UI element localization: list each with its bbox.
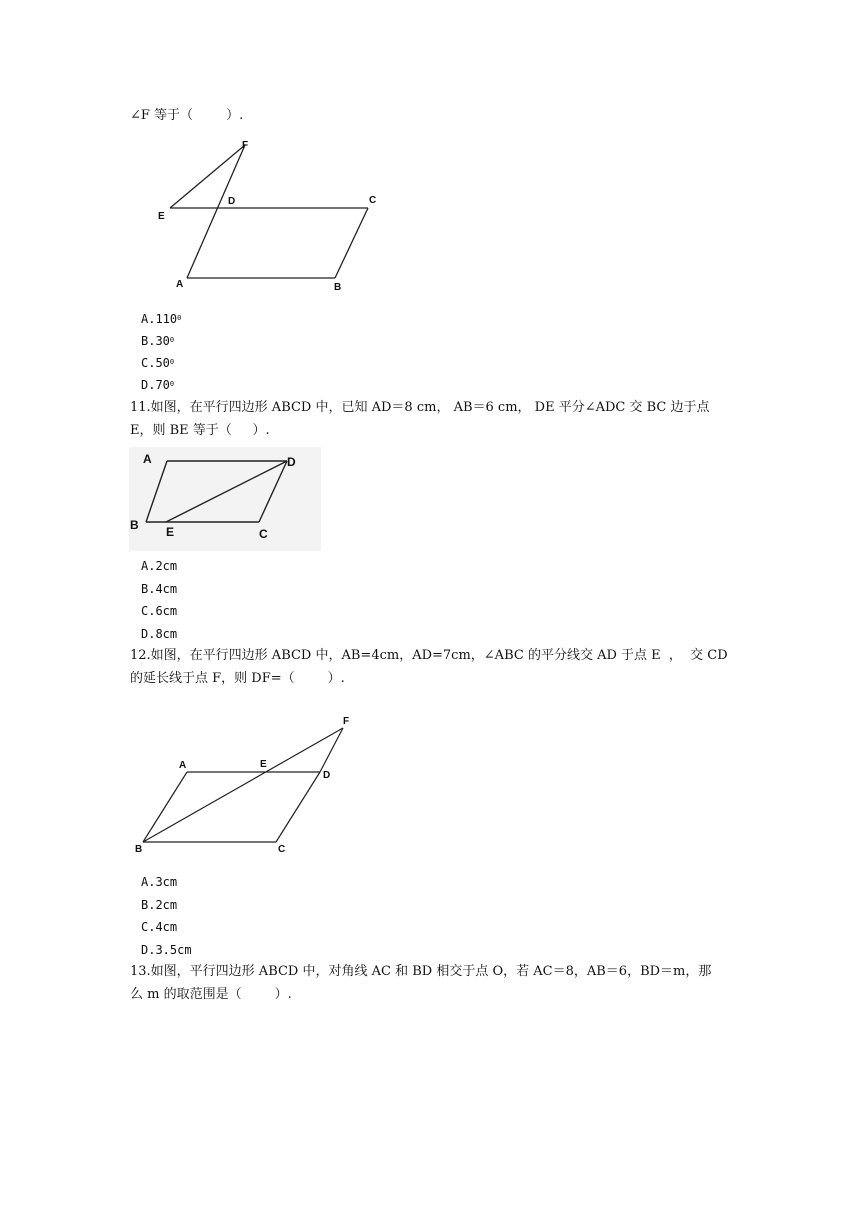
q11-option-d: D.8cm	[141, 627, 178, 641]
q12-stem-line1: 12.如图，在平行四边形 ABCD 中，AB=4cm，AD=7cm，∠ABC 的平分线交 AD 于点 E ， 交 CD	[130, 648, 728, 663]
label-E: E	[166, 525, 175, 539]
q12-figure	[130, 710, 360, 860]
label-D: D	[228, 196, 236, 207]
label-C: C	[278, 844, 286, 855]
label-C: C	[369, 195, 377, 206]
label-A: A	[176, 279, 184, 290]
label-A: A	[143, 452, 152, 466]
q11-option-c: C.6cm	[141, 604, 178, 618]
q10-option-a: A.110$^0$	[141, 312, 182, 326]
q12-option-b: B.2cm	[141, 898, 178, 912]
label-E: E	[260, 759, 267, 770]
label-A: A	[179, 760, 187, 771]
label-B: B	[334, 282, 342, 293]
label-B: B	[130, 518, 139, 532]
label-C: C	[259, 527, 268, 541]
q10-figure	[150, 135, 390, 295]
q10-stem: ∠F 等于（ ）.	[130, 108, 244, 123]
label-D: D	[323, 770, 331, 781]
q11-stem-line1: 11.如图，在平行四边形 ABCD 中，已知 AD＝8 cm， AB＝6 cm， DE 平分∠ADC 交 BC 边于点	[130, 400, 710, 415]
label-F: F	[343, 716, 350, 727]
label-E: E	[158, 211, 165, 222]
q12-option-a: A.3cm	[141, 875, 178, 889]
q11-figure	[129, 447, 321, 551]
label-F: F	[242, 140, 249, 151]
q11-option-b: B.4cm	[141, 582, 178, 596]
label-B: B	[135, 844, 143, 855]
q11-option-a: A.2cm	[141, 559, 178, 573]
q11-stem-line2: E，则 BE 等于（ ）.	[130, 423, 270, 438]
q13-stem-line1: 13.如图，平行四边形 ABCD 中，对角线 AC 和 BD 相交于点 O，若 AC＝8，AB＝6，BD＝m，那	[130, 964, 712, 979]
label-D: D	[287, 455, 296, 469]
q12-option-c: C.4cm	[141, 920, 178, 934]
q13-stem-line2: 么 m 的取范围是（ ）.	[130, 987, 292, 1002]
q10-option-b: $B.30^0$	[141, 334, 175, 348]
q12-stem-line2: 的延长线于点 F，则 DF=（ ）.	[130, 671, 345, 686]
q10-option-c: $C.50^0$	[141, 356, 175, 370]
q12-option-d: D.3.5cm	[141, 943, 192, 957]
q10-option-d: $D.70^0$	[141, 378, 175, 392]
